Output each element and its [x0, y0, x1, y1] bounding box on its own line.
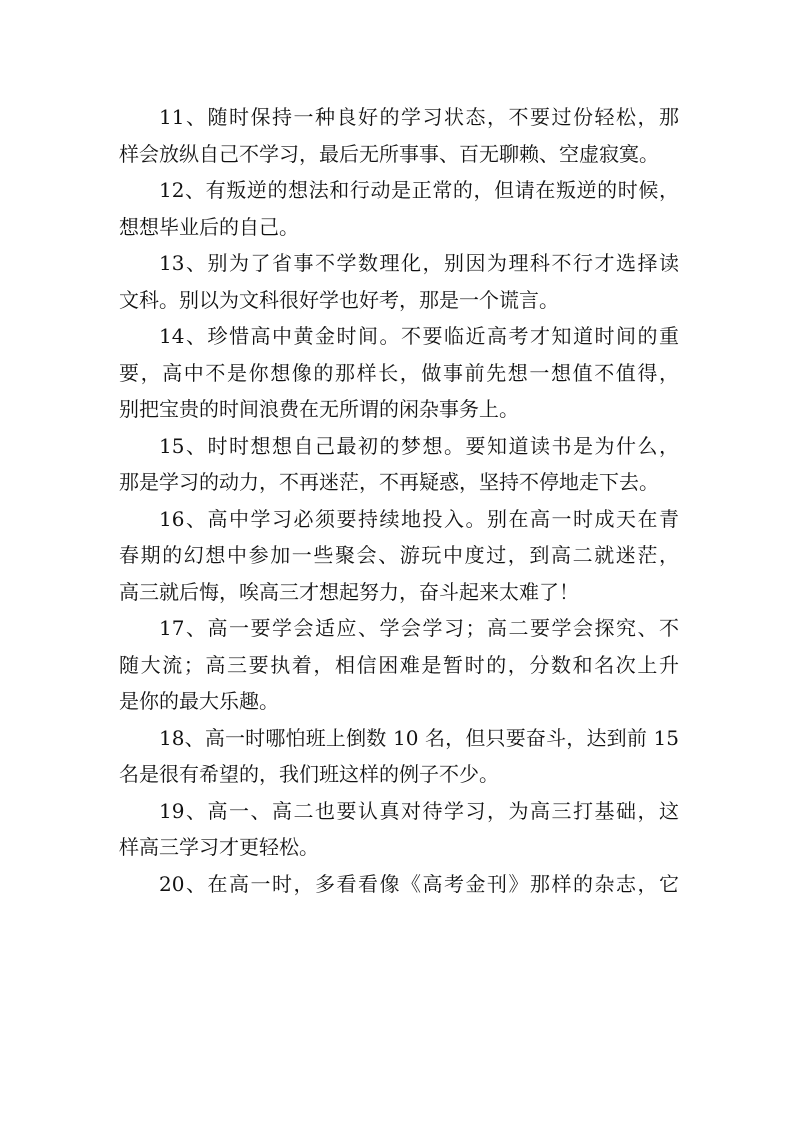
paragraph-line: 要，高中不是你想像的那样长，做事前先想一想值不值得， — [119, 360, 679, 385]
paragraph-line: 11、随时保持一种良好的学习状态，不要过份轻松，那 — [159, 105, 679, 129]
paragraph-13 — [119, 245, 679, 318]
paragraph-line: 14、珍惜高中黄金时间。不要临近高考才知道时间的重 — [159, 324, 679, 348]
paragraph-12 — [119, 172, 679, 245]
paragraph-line: 17、高一要学会适应、学会学习；高二要学会探究、不 — [159, 616, 679, 640]
paragraph-line: 20、在高一时，多看看像《高考金刊》那样的杂志，它 — [159, 871, 679, 896]
paragraph-line: 那是学习的动力，不再迷茫，不再疑惑，坚持不停地走下去。 — [119, 470, 659, 494]
paragraph-15 — [119, 428, 679, 501]
paragraph-14 — [119, 318, 679, 428]
paragraph-line: 文科。别以为文科很好学也好考，那是一个谎言。 — [119, 287, 559, 312]
paragraph-20 — [119, 866, 679, 903]
paragraph-17 — [119, 610, 679, 720]
paragraph-line: 别把宝贵的时间浪费在无所谓的闲杂事务上。 — [119, 397, 519, 421]
paragraph-line: 春期的幻想中参加一些聚会、游玩中度过，到高二就迷茫， — [119, 543, 679, 567]
document-body — [119, 99, 679, 902]
paragraph-line: 19、高一、高二也要认真对待学习，为高三打基础，这 — [159, 798, 679, 823]
paragraph-line: 随大流；高三要执着，相信困难是暂时的，分数和名次上升 — [119, 652, 679, 677]
paragraph-line: 样高三学习才更轻松。 — [119, 835, 319, 859]
paragraph-line: 12、有叛逆的想法和行动是正常的，但请在叛逆的时候， — [159, 178, 679, 202]
paragraph-line: 样会放纵自己不学习，最后无所事事、百无聊赖、空虚寂寞。 — [119, 141, 659, 166]
paragraph-18 — [119, 720, 679, 793]
paragraph-line: 高三就后悔，唉高三才想起努力，奋斗起来太难了！ — [119, 579, 579, 604]
paragraph-line: 名是很有希望的，我们班这样的例子不少。 — [119, 762, 499, 786]
paragraph-line: 13、别为了省事不学数理化，别因为理科不行才选择读 — [159, 251, 679, 275]
paragraph-19 — [119, 793, 679, 866]
paragraph-line: 16、高中学习必须要持续地投入。别在高一时成天在青 — [159, 506, 679, 531]
paragraph-line: 想想毕业后的自己。 — [119, 214, 299, 239]
paragraph-line: 18、高一时哪怕班上倒数 10 名，但只要奋斗，达到前 15 — [159, 725, 679, 750]
paragraph-line: 15、时时想想自己最初的梦想。要知道读书是为什么， — [159, 433, 679, 458]
paragraph-line: 是你的最大乐趣。 — [119, 689, 279, 713]
paragraph-11 — [119, 99, 679, 172]
paragraph-16 — [119, 501, 679, 611]
